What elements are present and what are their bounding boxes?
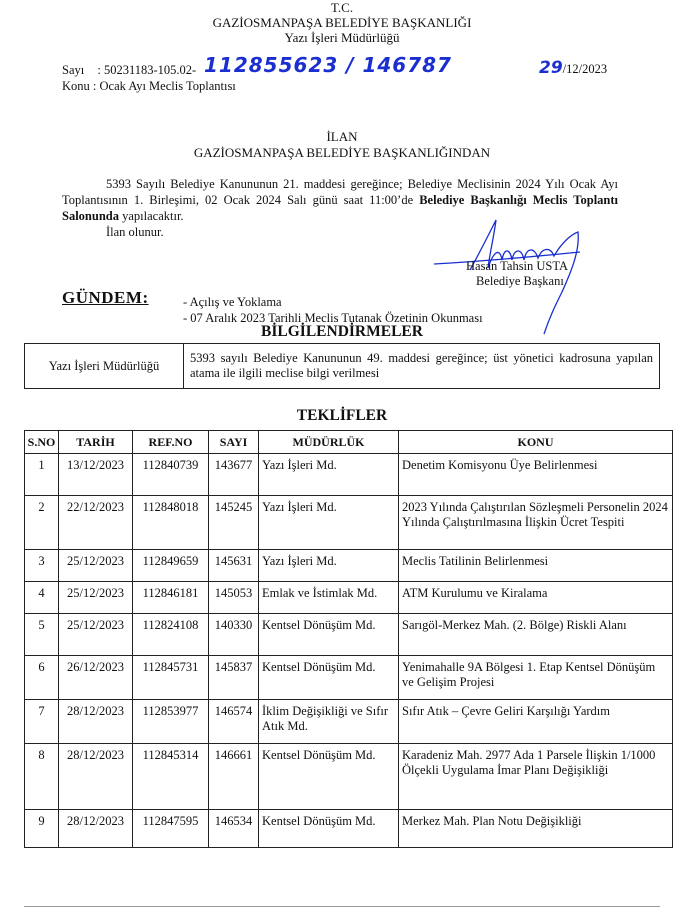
sayi-value: : 50231183-105.02- [97, 63, 197, 77]
bilgilendirmeler-title: BİLGİLENDİRMELER [261, 323, 423, 340]
cell-sno: 8 [25, 744, 59, 810]
table-header-row [25, 431, 673, 454]
sayi-label: Sayı [62, 63, 85, 77]
header-municipality: GAZİOSMANPAŞA BELEDİYE BAŞKANLIĞI [212, 15, 472, 30]
konu-row [62, 78, 236, 94]
cell-sno: 1 [25, 454, 59, 496]
header-department: Yazı İşleri Müdürlüğü [284, 30, 400, 45]
table-row [25, 614, 673, 656]
konu-label: Konu [62, 79, 90, 93]
cell-mudurluk: Yazı İşleri Md. [259, 550, 399, 582]
gundem-heading: GÜNDEM: [62, 288, 149, 307]
cell-konu: Denetim Komisyonu Üye Belirlenmesi [399, 454, 673, 496]
cell-ref: 112848018 [133, 496, 209, 550]
cell-mudurluk: Kentsel Dönüşüm Md. [259, 810, 399, 848]
date-handwritten-day: 29 [539, 58, 563, 78]
cell-ref: 112840739 [133, 454, 209, 496]
cell-konu: Sıfır Atık – Çevre Geliri Karşılığı Yardım [399, 700, 673, 744]
cell-ref: 112849659 [133, 550, 209, 582]
cell-ref: 112847595 [133, 810, 209, 848]
cell-sno: 7 [25, 700, 59, 744]
cell-sno: 5 [25, 614, 59, 656]
cell-ref: 112845731 [133, 656, 209, 700]
cell-tarih: 28/12/2023 [59, 810, 133, 848]
column-header-ref: REF.NO [133, 431, 209, 454]
konu-value: : Ocak Ayı Meclis Toplantısı [92, 79, 236, 93]
table-row [25, 582, 673, 614]
sayi-handwritten: 112855623 / 146787 [204, 53, 452, 77]
cell-sayi: 146534 [209, 810, 259, 848]
bilgi-unit: Yazı İşleri Müdürlüğü [25, 344, 184, 389]
gundem-item: - 07 Aralık 2023 Tarihli Meclis Tutanak Özetinin Okunması [183, 311, 483, 325]
cell-sayi: 146661 [209, 744, 259, 810]
cell-mudurluk: Yazı İşleri Md. [259, 454, 399, 496]
ilan-subtitle: GAZİOSMANPAŞA BELEDİYE BAŞKANLIĞINDAN [193, 145, 491, 160]
table-row [25, 810, 673, 848]
table-row [25, 700, 673, 744]
cell-sno: 9 [25, 810, 59, 848]
cell-mudurluk: Emlak ve İstimlak Md. [259, 582, 399, 614]
cell-konu: ATM Kurulumu ve Kiralama [399, 582, 673, 614]
table-row [25, 344, 660, 389]
header-tc: T.C. [330, 0, 354, 15]
cell-sayi: 145837 [209, 656, 259, 700]
cell-konu: Yenimahalle 9A Bölgesi 1. Etap Kentsel Dönüşüm ve Gelişim Projesi [399, 656, 673, 700]
table-row [25, 550, 673, 582]
cell-sayi: 140330 [209, 614, 259, 656]
teklifler-table [24, 430, 673, 848]
date-rest: /12/2023 [562, 62, 608, 76]
ilan-title: İLAN [326, 129, 358, 144]
ilan-paragraph-bold: Belediye Başkanlığı Meclis Toplantı Salonunda [62, 193, 619, 223]
cell-mudurluk: Yazı İşleri Md. [259, 496, 399, 550]
cell-mudurluk: Kentsel Dönüşüm Md. [259, 744, 399, 810]
cell-ref: 112845314 [133, 744, 209, 810]
cell-konu: 2023 Yılında Çalıştırılan Sözleşmeli Personelin 2024 Yılında Çalıştırılmasına İlişkin Ücret Tespiti [399, 496, 673, 550]
cell-tarih: 25/12/2023 [59, 550, 133, 582]
cell-sayi: 143677 [209, 454, 259, 496]
cell-tarih: 25/12/2023 [59, 614, 133, 656]
ilan-paragraph-tail: yapılacaktır. [122, 209, 184, 223]
cell-tarih: 22/12/2023 [59, 496, 133, 550]
cell-sayi: 145631 [209, 550, 259, 582]
column-header-sno: S.NO [25, 431, 59, 454]
signatory-name: Hasan Tahsin USTA [466, 259, 569, 273]
cell-konu: Meclis Tatilinin Belirlenmesi [399, 550, 673, 582]
gundem-item: - Açılış ve Yoklama [183, 295, 282, 309]
page-bottom-rule [24, 906, 660, 907]
cell-konu: Merkez Mah. Plan Notu Değişikliği [399, 810, 673, 848]
cell-sayi: 145245 [209, 496, 259, 550]
ilan-paragraph-plain: 5393 Sayılı Belediye Kanununun 21. maddesi gereğince; Belediye Meclisinin 2024 Yılı Ocak Ayı Toplantısının 1. Birleşimi, 02 Ocak 2024 Salı günü saat 11:00’de [62, 177, 618, 207]
cell-sayi: 145053 [209, 582, 259, 614]
cell-sno: 3 [25, 550, 59, 582]
cell-tarih: 13/12/2023 [59, 454, 133, 496]
column-header-sayi: SAYI [209, 431, 259, 454]
table-row [25, 656, 673, 700]
column-header-konu: KONU [399, 431, 673, 454]
cell-tarih: 25/12/2023 [59, 582, 133, 614]
bilgilendirmeler-table [24, 343, 660, 389]
cell-mudurluk: Kentsel Dönüşüm Md. [259, 656, 399, 700]
cell-tarih: 28/12/2023 [59, 700, 133, 744]
cell-tarih: 26/12/2023 [59, 656, 133, 700]
cell-konu: Karadeniz Mah. 2977 Ada 1 Parsele İlişkin 1/1000 Ölçekli Uygulama İmar Planı Değişikliği [399, 744, 673, 810]
bilgi-text: 5393 sayılı Belediye Kanununun 49. maddesi gereğince; üst yönetici kadrosuna yapılan atama ile ilgili meclise bilgi verilmesi [184, 344, 660, 389]
cell-mudurluk: İklim Değişikliği ve Sıfır Atık Md. [259, 700, 399, 744]
table-row [25, 744, 673, 810]
cell-ref: 112853977 [133, 700, 209, 744]
table-row [25, 496, 673, 550]
sayi-row [62, 62, 196, 78]
teklifler-title: TEKLİFLER [296, 407, 388, 424]
table-row [25, 454, 673, 496]
cell-sno: 6 [25, 656, 59, 700]
column-header-mudurluk: MÜDÜRLÜK [259, 431, 399, 454]
column-header-tarih: TARİH [59, 431, 133, 454]
signatory-title: Belediye Başkanı [476, 274, 564, 288]
ilan-closing: İlan olunur. [106, 225, 164, 239]
cell-ref: 112846181 [133, 582, 209, 614]
cell-sno: 4 [25, 582, 59, 614]
date-row [539, 60, 607, 77]
cell-mudurluk: Kentsel Dönüşüm Md. [259, 614, 399, 656]
cell-konu: Sarıgöl-Merkez Mah. (2. Bölge) Riskli Alanı [399, 614, 673, 656]
cell-ref: 112824108 [133, 614, 209, 656]
cell-sayi: 146574 [209, 700, 259, 744]
cell-tarih: 28/12/2023 [59, 744, 133, 810]
cell-sno: 2 [25, 496, 59, 550]
